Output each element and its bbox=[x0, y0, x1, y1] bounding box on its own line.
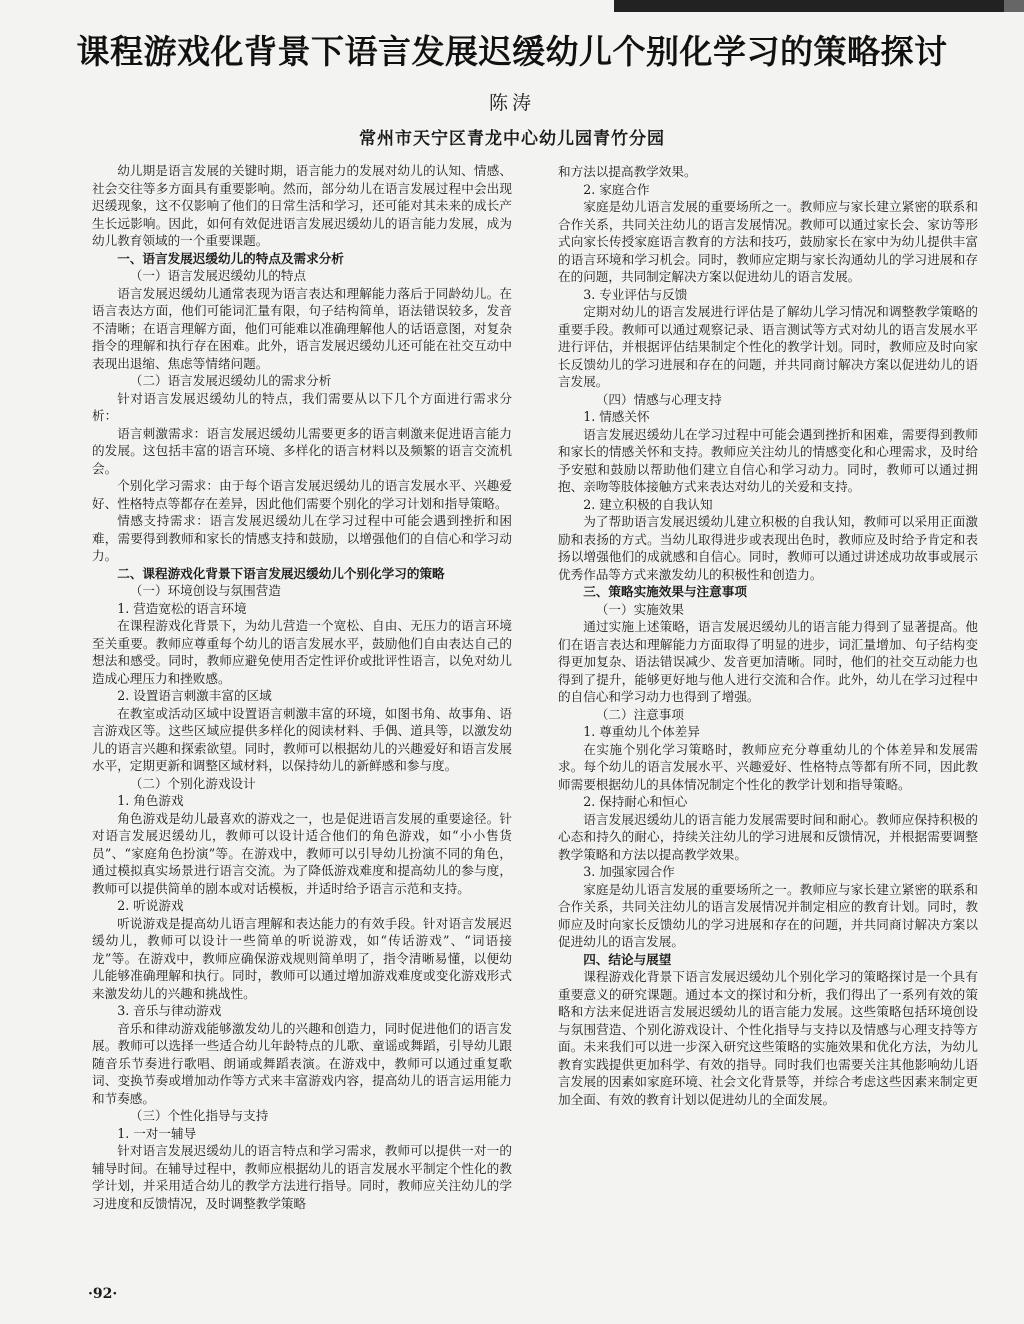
paragraph: 通过实施上述策略，语言发展迟缓幼儿的语言能力得到了显著提高。他们在语言表达和理解能力方面取得了明显的进步，词汇量增加、句子结构变得更加复杂、语法错误减少、发音更加清晰。同时，他们的社交互动能力也得到了提升，能够更好地与他人进行交流和合作。此外，幼儿在学习过程中的自信心和学习动力也得到了增强。 bbox=[558, 619, 978, 704]
paragraph: 针对语言发展迟缓幼儿的语言特点和学习需求，教师可以提供一对一的辅导时间。在辅导过程中，教师应根据幼儿的语言发展水平制定个性化的教学计划，并采用适合幼儿的教学方法进行指导。同时，教师应关注幼儿的学习进度和反馈情况，及时调整教学策略 bbox=[92, 1143, 512, 1211]
item-heading: 3. 专业评估与反馈 bbox=[583, 286, 688, 302]
paragraph: 家庭是幼儿语言发展的重要场所之一。教师应与家长建立紧密的联系和合作关系，共同关注幼儿的语言发展情况。教师可以通过家长会、家访等形式向家长传授家庭语言教育的方法和技巧，鼓励家长在家中为幼儿提供丰富的语言环境和学习机会。同时，教师应定期与家长沟通幼儿的学习进展和存在的问题，共同制定解决方案以促进幼儿的语言发展。 bbox=[558, 199, 978, 284]
subsection-heading: （一）环境创设与氛围营造 bbox=[129, 583, 281, 598]
subsection-heading: （二）语言发展迟缓幼儿的需求分析 bbox=[129, 373, 332, 388]
item-heading: 2. 设置语言刺激丰富的区域 bbox=[117, 688, 272, 703]
item-heading: 1. 尊重幼儿个体差异 bbox=[583, 724, 700, 739]
paragraph: 个别化学习需求：由于每个语言发展迟缓幼儿的语言发展水平、兴趣爱好、性格特点等都存在差异，因此他们需要个别化的学习计划和指导策略。 bbox=[92, 478, 512, 511]
paragraph: 课程游戏化背景下语言发展迟缓幼儿个别化学习的策略探讨是一个具有重要意义的研究课题。通过本文的探讨和分析，我们得出了一系列有效的策略和方法来促进语言发展迟缓幼儿的语言能力发展。这些策略包括环境创设与氛围营造、个别化游戏设计、个性化指导与支持以及情感与心理支持等方面。未来我们可以进一步深入研究这些策略的实施效果和优化方法，为幼儿教育实践提供更加科学、有效的指导。同时我们也需要关注其他影响幼儿语言发展的因素如家庭环境、社会文化背景等，并综合考虑这些因素来制定更加全面、有效的教育计划以促进幼儿的全面发展。 bbox=[558, 969, 978, 1107]
section-heading: 二、课程游戏化背景下语言发展迟缓幼儿个别化学习的策略 bbox=[117, 565, 445, 581]
paragraph: 在实施个别化学习策略时，教师应充分尊重幼儿的个体差异和发展需求。每个幼儿的语言发展水平、兴趣爱好、性格特点等都有所不同，因此教师需要根据幼儿的具体情况制定个性化的教学计划和指导策略。 bbox=[558, 741, 978, 792]
subsection-heading: （一）实施效果 bbox=[595, 601, 684, 617]
paragraph: 音乐和律动游戏能够激发幼儿的兴趣和创造力，同时促进他们的语言发展。教师可以选择一些适合幼儿年龄特点的儿歌、童谣或舞蹈，引导幼儿跟随音乐节奏进行歌唱、朗诵或舞蹈表演。在游戏中，教师可以通过重复歌词、变换节奏或增加动作等方式来丰富游戏内容，提高幼儿的语言运用能力和节奏感。 bbox=[92, 1020, 512, 1106]
item-heading: 2. 听说游戏 bbox=[117, 898, 184, 913]
paragraph: 在教室或活动区域中设置语言刺激丰富的环境，如图书角、故事角、语言游戏区等。这些区域应提供多样化的阅读材料、手偶、道具等，以激发幼儿的语言兴趣和探索欲望。同时，教师可以根据幼儿的兴趣爱好和语言发展水平，定期更新和调整区域材料，以保持幼儿的新鲜感和参与度。 bbox=[92, 705, 512, 773]
subsection-heading: （四）情感与心理支持 bbox=[595, 391, 722, 407]
paragraph: 为了帮助语言发展迟缓幼儿建立积极的自我认知，教师可以采用正面激励和表扬的方式。当幼儿取得进步或表现出色时，教师应及时给予肯定和表扬以增强他们的成就感和自信心。同时，教师可以通过讲述成功故事或展示优秀作品等方式来激发幼儿的积极性和创造力。 bbox=[558, 514, 978, 582]
paragraph: 和方法以提高教学效果。 bbox=[558, 164, 697, 179]
item-heading: 2. 建立积极的自我认知 bbox=[583, 496, 713, 512]
paragraph: 语言发展迟缓幼儿在学习过程中可能会遇到挫折和困难，需要得到教师和家长的情感关怀和支持。教师应关注幼儿的情感变化和心理需求，及时给予安慰和鼓励以帮助他们建立自信心和学习动力。同时，教师可以通过拥抱、亲吻等肢体接触方式来表达对幼儿的关爱和支持。 bbox=[558, 426, 978, 494]
item-heading: 3. 加强家园合作 bbox=[583, 864, 675, 879]
subsection-heading: （二）个别化游戏设计 bbox=[129, 775, 256, 791]
right-column bbox=[558, 163, 978, 1293]
paragraph: 家庭是幼儿语言发展的重要场所之一。教师应与家长建立紧密的联系和合作关系，共同关注幼儿的语言发展情况并制定相应的教育计划。同时，教师应及时向家长反馈幼儿的学习进展和存在的问题，并共同商讨解决方案以促进幼儿的语言发展。 bbox=[558, 881, 978, 949]
subsection-heading: （三）个性化指导与支持 bbox=[129, 1108, 269, 1123]
paragraph: 语言发展迟缓幼儿通常表现为语言表达和理解能力落后于同龄幼儿。在语言表达方面，他们可能词汇量有限，句子结构简单，语法错误较多，发音不清晰；在语言理解方面，他们可能难以准确理解他人的话语意图，对复杂指令的理解和执行存在困难。此外，语言发展迟缓幼儿还可能在社交互动中表现出退缩、焦虑等情绪问题。 bbox=[92, 285, 512, 371]
paragraph: 定期对幼儿的语言发展进行评估是了解幼儿学习情况和调整教学策略的重要手段。教师可以通过观察记录、语言测试等方式对幼儿的语言发展水平进行评估，并根据评估结果制定个性化的教学计划。同时，教师应及时向家长反馈幼儿的学习进展和存在的问题，并共同商讨解决方案以促进幼儿的语言发展。 bbox=[558, 304, 978, 389]
item-heading: 2. 保持耐心和恒心 bbox=[583, 794, 688, 809]
author-name: 陈涛 bbox=[488, 92, 535, 114]
author-affiliation: 常州市天宁区青龙中心幼儿园青竹分园 bbox=[359, 129, 665, 149]
item-heading: 1. 营造宽松的语言环境 bbox=[117, 600, 247, 616]
header-decoration-bar bbox=[614, 0, 1024, 12]
paragraph: 针对语言发展迟缓幼儿的特点，我们需要从以下几个方面进行需求分析： bbox=[92, 390, 512, 423]
subsection-heading: （一）语言发展迟缓幼儿的特点 bbox=[129, 268, 307, 283]
item-heading: 1. 情感关怀 bbox=[583, 409, 650, 424]
section-heading: 三、策略实施效果与注意事项 bbox=[583, 584, 747, 599]
page-number: ·92· bbox=[88, 1286, 118, 1302]
paragraph: 在课程游戏化背景下，为幼儿营造一个宽松、自由、无压力的语言环境至关重要。教师应尊重每个幼儿的语言发展水平，鼓励他们自由表达自己的想法和感受。同时，教师应避免使用否定性评价或批评性语言，以免对幼儿造成心理压力和挫败感。 bbox=[92, 618, 512, 686]
item-heading: 1. 角色游戏 bbox=[117, 793, 184, 808]
paragraph: 语言刺激需求：语言发展迟缓幼儿需要更多的语言刺激来促进语言能力的发展。这包括丰富的语言环境、多样化的语言材料以及频繁的语言交流机会。 bbox=[92, 425, 512, 476]
paragraph: 情感支持需求：语言发展迟缓幼儿在学习过程中可能会遇到挫折和困难，需要得到教师和家长的情感支持和鼓励，以增强他们的自信心和学习动力。 bbox=[92, 513, 512, 563]
paragraph: 听说游戏是提高幼儿语言理解和表达能力的有效手段。针对语言发展迟缓幼儿，教师可以设计一些简单的听说游戏，如“传话游戏”、“词语接龙”等。在游戏中，教师应确保游戏规则简单明了，指令清晰易懂，以便幼儿能够准确理解和执行。同时，教师可以通过增加游戏难度或变化游戏形式来激发幼儿的兴趣和挑战性。 bbox=[92, 915, 512, 1001]
section-heading: 一、语言发展迟缓幼儿的特点及需求分析 bbox=[117, 250, 344, 266]
item-heading: 3. 音乐与律动游戏 bbox=[117, 1003, 222, 1018]
paragraph: 幼儿期是语言发展的关键时期，语言能力的发展对幼儿的认知、情感、社会交往等多方面具有重要影响。然而，部分幼儿在语言发展过程中会出现迟缓现象，这不仅影响了他们的日常生活和学习，还可能对其未来的成长产生长远影响。因此，如何有效促进语言发展迟缓幼儿的语言能力发展，成为幼儿教育领域的一个重要课题。 bbox=[92, 163, 512, 248]
subsection-heading: （二）注意事项 bbox=[595, 706, 684, 722]
paragraph: 角色游戏是幼儿最喜欢的游戏之一，也是促进语言发展的重要途径。针对语言发展迟缓幼儿，教师可以设计适合他们的角色游戏，如“小小售货员”、“家庭角色扮演”等。在游戏中，教师可以引导幼儿扮演不同的角色，通过模拟真实场景进行语言交流。为了降低游戏难度和提高幼儿的参与度，教师可以提供简单的剧本或对话模板，并适时给予语言示范和支持。 bbox=[92, 810, 512, 896]
paragraph: 语言发展迟缓幼儿的语言能力发展需要时间和耐心。教师应保持积极的心态和持久的耐心，持续关注幼儿的学习进展和反馈情况，并根据需要调整教学策略和方法以提高教学效果。 bbox=[558, 811, 978, 862]
article-title: 课程游戏化背景下语言发展迟缓幼儿个别化学习的策略探讨 bbox=[76, 32, 948, 71]
left-column bbox=[92, 162, 512, 1292]
item-heading: 1. 一对一辅导 bbox=[117, 1125, 197, 1141]
section-heading: 四、结论与展望 bbox=[583, 951, 672, 967]
item-heading: 2. 家庭合作 bbox=[583, 181, 650, 197]
